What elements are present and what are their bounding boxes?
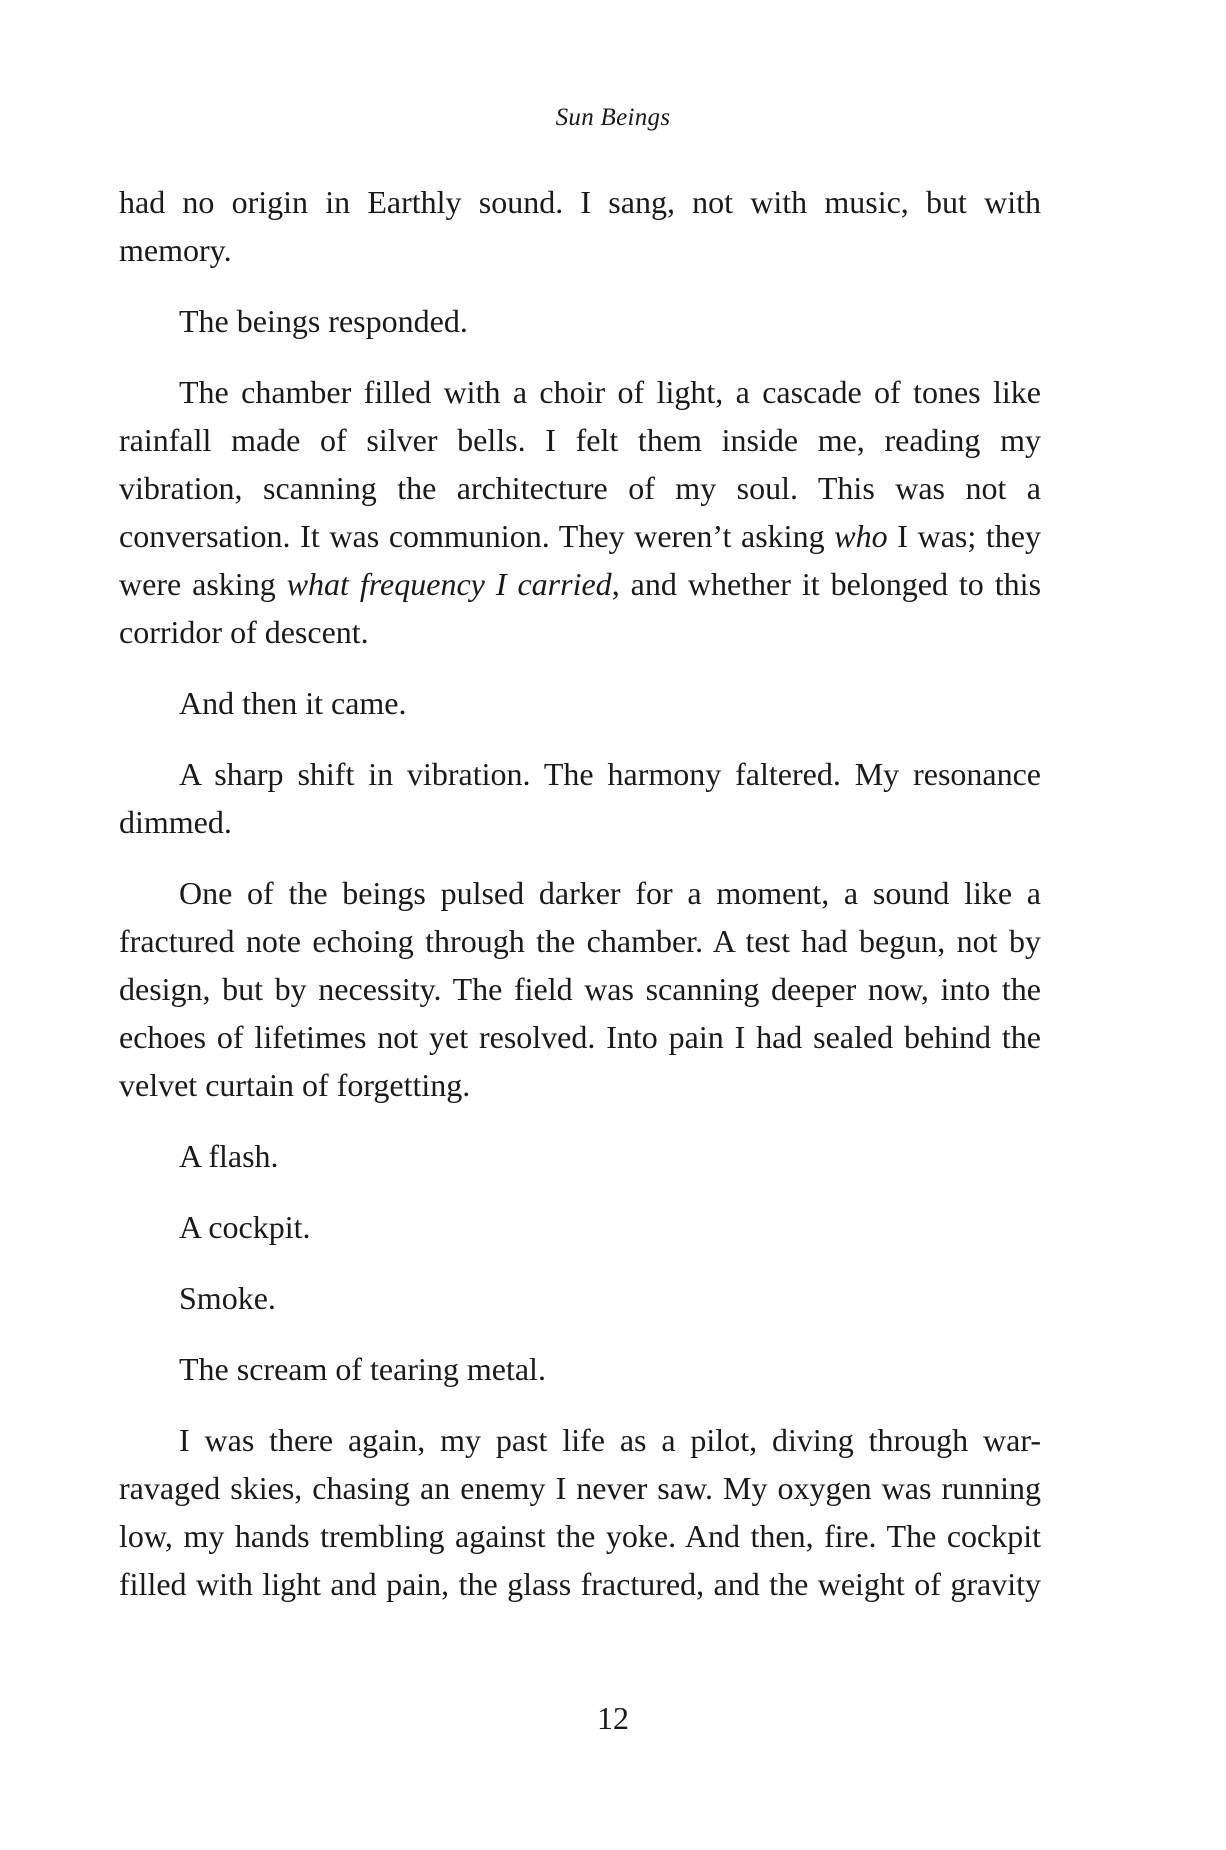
paragraph [119, 178, 1041, 274]
paragraph [119, 1416, 1041, 1608]
body-text [119, 178, 1041, 1631]
page-number: 12 [597, 1700, 629, 1736]
paragraph [119, 750, 1041, 846]
paragraph [119, 368, 1041, 656]
text-run: And then it came. [179, 685, 407, 721]
text-run: The scream of tearing metal. [179, 1351, 546, 1387]
paragraph [119, 869, 1041, 1109]
text-run: Smoke. [179, 1280, 276, 1316]
paragraph [119, 1203, 1041, 1251]
running-head: Sun Beings [555, 104, 671, 131]
text-run: The beings responded. [179, 303, 468, 339]
text-run: , and whether it belonged to this corridor of descent. [119, 566, 1042, 650]
text-run: A sharp shift in vibration. The harmony faltered. My resonance dimmed. [119, 756, 1041, 840]
paragraph [119, 1132, 1041, 1180]
text-run: had no origin in Earthly sound. I sang, not with music, but with memory. [119, 184, 1041, 268]
paragraph [119, 297, 1041, 345]
text-run: A flash. [179, 1138, 279, 1174]
text-run: One of the beings pulsed darker for a moment, a sound like a fractured note echoing through the chamber. A test had begun, not by design, but by necessity. The field was scanning deeper now, into the echoes of lifetimes not yet resolved. Into pain I had sealed behind the velvet curtain of forgetting. [119, 875, 1041, 1103]
italic-run: what frequency I carried [286, 566, 612, 602]
paragraph [119, 1345, 1041, 1393]
text-run: I was there again, my past life as a pilot, diving through war-ravaged skies, chasing an enemy I never saw. My oxygen was running low, my hands trembling against the yoke. And then, fire. The cockpit filled with light and pain, the glass fractured, and the weight of gravity [119, 1422, 1041, 1602]
text-run: A cockpit. [179, 1209, 311, 1245]
paragraph [119, 679, 1041, 727]
italic-run: who [834, 518, 888, 554]
paragraph [119, 1274, 1041, 1322]
text-run: I was; they were asking [119, 518, 1042, 602]
text-run: The chamber filled with a choir of light, a cascade of tones like rainfall made of silver bells. I felt them inside me, reading my vibration, scanning the architecture of my soul. This was not a conversation. It was communion. They weren’t asking [119, 374, 1041, 554]
